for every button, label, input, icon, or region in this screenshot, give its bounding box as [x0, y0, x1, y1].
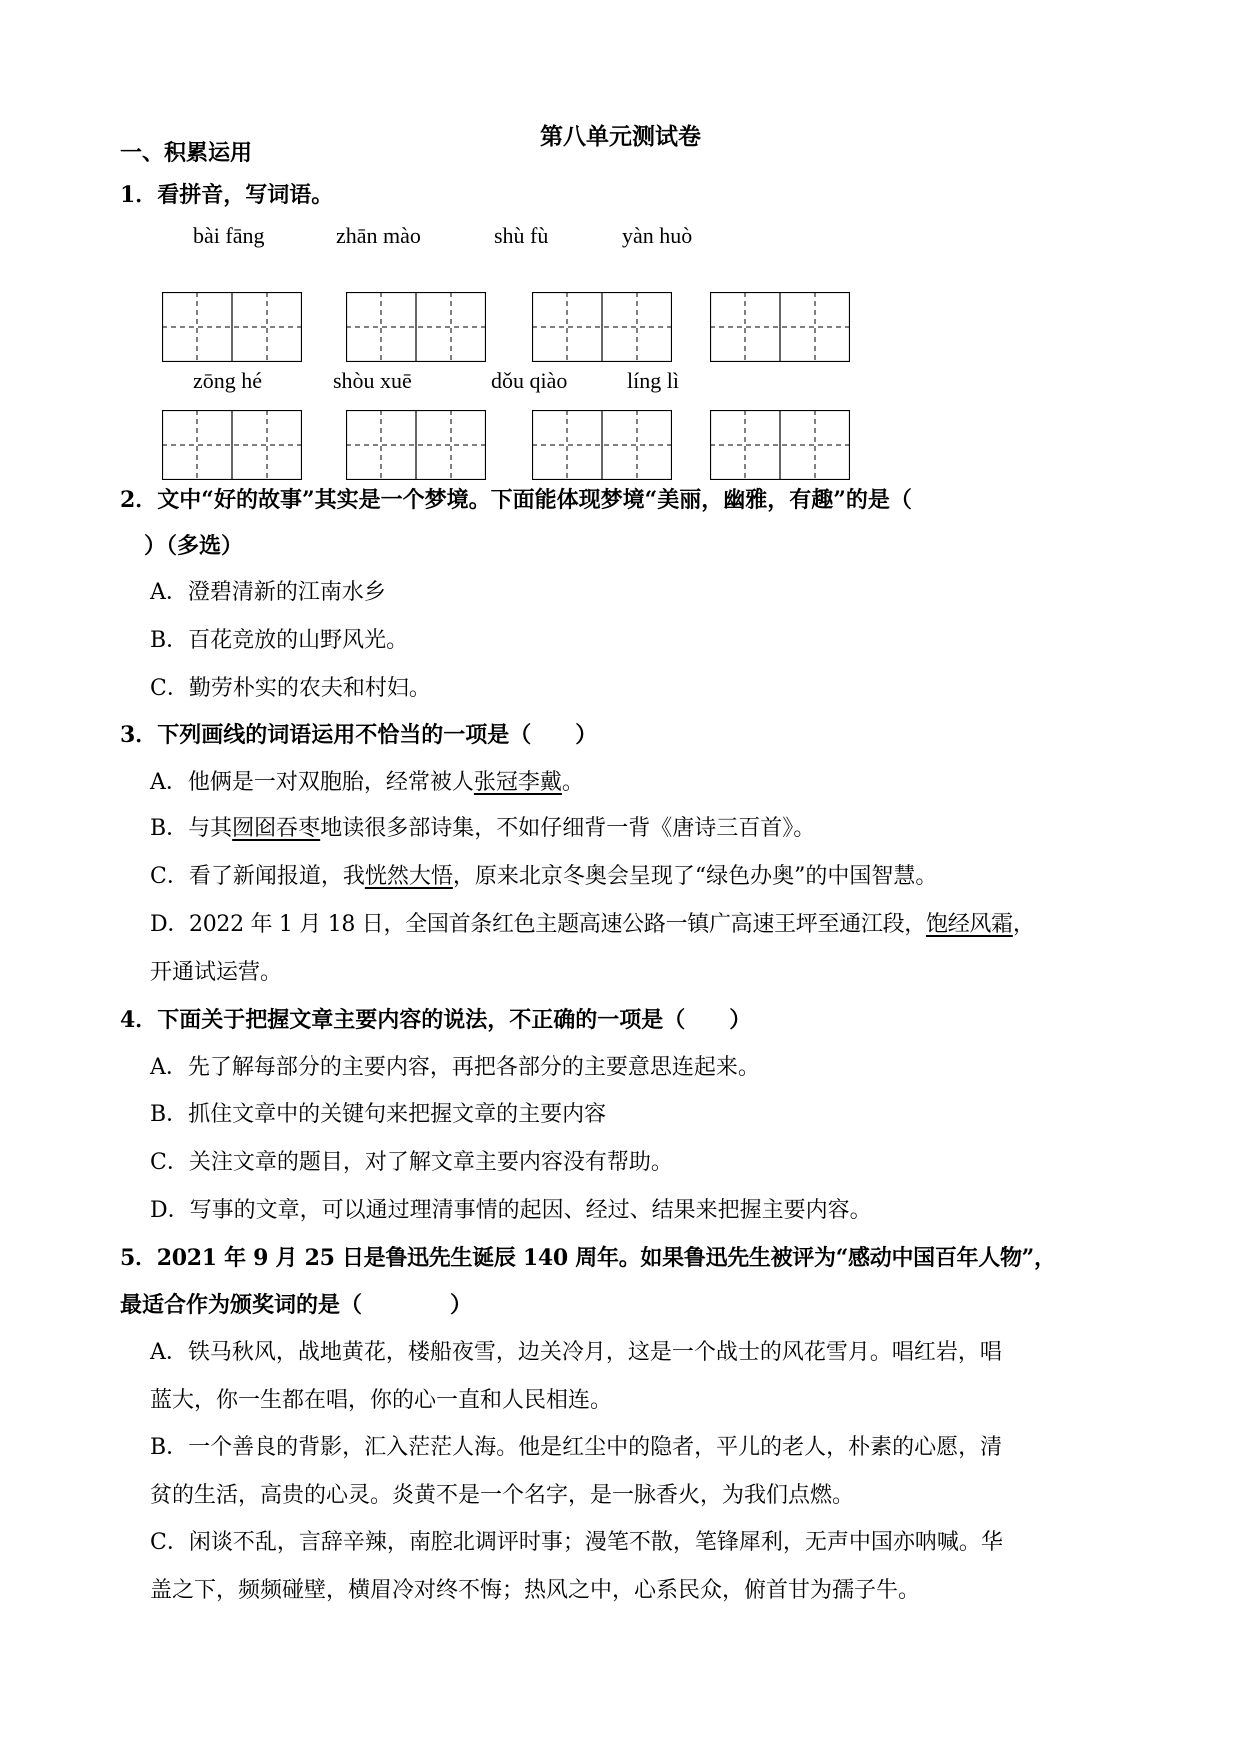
q5-option-b-cont: 贫的生活，高贵的心灵。炎黄不是一个名字，是一脉香火，为我们点燃。: [150, 1483, 855, 1508]
q3-option-b[interactable]: [150, 814, 1130, 844]
pinyin-label: shù fù: [494, 223, 549, 248]
pinyin-label: bài fāng: [193, 223, 265, 248]
writing-grid-box[interactable]: [532, 292, 672, 362]
q5-option-a[interactable]: A．铁马秋风，战地黄花，楼船夜雪，边关冷月，这是一个战士的风花雪月。唱红岩，唱: [150, 1340, 1002, 1365]
writing-grid-box[interactable]: [346, 410, 486, 480]
pinyin-label: zōng hé: [193, 368, 263, 393]
q3-option-c[interactable]: [150, 862, 1130, 892]
q5-option-c-cont: 盖之下，频频碰壁，横眉冷对终不悔；热风之中，心系民众，俯首甘为孺子牛。: [150, 1578, 921, 1603]
option-text: 地读很多部诗集，不如仔细背一背《唐诗三百首》。: [320, 816, 816, 841]
page-title: 第八单元测试卷: [540, 123, 701, 150]
option-text: B．与其: [150, 816, 233, 841]
q4-option-b[interactable]: B．抓住文章中的关键句来把握文章的主要内容: [150, 1102, 607, 1127]
q5-option-c[interactable]: C．闲谈不乱，言辞辛辣，南腔北调评时事；漫笔不散，笔锋犀利，无声中国亦呐喊。华: [150, 1530, 1003, 1555]
q3-option-d[interactable]: [150, 910, 1130, 940]
q4-stem: 4．下面关于把握文章主要内容的说法，不正确的一项是（ ）: [120, 1007, 752, 1033]
q4-option-d[interactable]: D．写事的文章，可以通过理清事情的起因、经过、结果来把握主要内容。: [150, 1198, 872, 1223]
pinyin-label: líng lì: [627, 368, 679, 393]
writing-grid-box[interactable]: [710, 292, 850, 362]
option-text: A．他俩是一对双胞胎，经常被人: [150, 770, 474, 795]
writing-grid-box[interactable]: [162, 292, 302, 362]
q5-option-b[interactable]: B．一个善良的背影，汇入茫茫人海。他是红尘中的隐者，平儿的老人，朴素的心愿，清: [150, 1435, 1003, 1460]
q2-option-a[interactable]: A．澄碧清新的江南水乡: [150, 580, 386, 605]
pinyin-label: dǒu qiào: [491, 368, 568, 393]
underlined-phrase: 饱经风霜: [926, 912, 1013, 937]
q1-stem: 1．看拼音，写词语。: [120, 182, 334, 208]
q2-option-c[interactable]: C．勤劳朴实的农夫和村妇。: [150, 676, 431, 701]
q2-option-b[interactable]: B．百花竞放的山野风光。: [150, 628, 409, 653]
writing-grid-box[interactable]: [710, 410, 850, 480]
option-text: 。: [561, 770, 584, 795]
q5-option-a-cont: 蓝大，你一生都在唱，你的心一直和人民相连。: [150, 1388, 613, 1413]
q5-stem: 5．2021 年 9 月 25 日是鲁迅先生诞辰 140 周年。如果鲁迅先生被评为“感动中国百年人物”，: [120, 1245, 1056, 1271]
pinyin-label: yàn huò: [622, 223, 693, 248]
q4-option-c[interactable]: C．关注文章的题目，对了解文章主要内容没有帮助。: [150, 1150, 673, 1175]
option-text: C．看了新闻报道，我: [150, 864, 365, 889]
q3-option-a[interactable]: [150, 768, 1130, 798]
pinyin-label: shòu xuē: [333, 368, 412, 393]
option-text: D．2022 年 1 月 18 日，全国首条红色主题高速公路一镇广高速王坪至通江段，: [150, 912, 926, 937]
underlined-phrase: 恍然大悟: [364, 864, 453, 889]
writing-grid-box[interactable]: [346, 292, 486, 362]
writing-grid-box[interactable]: [532, 410, 672, 480]
option-text: ，: [1012, 912, 1035, 937]
q2-stem-cont: ）（多选）: [144, 533, 244, 559]
q3-option-d-cont: 开通试运营。: [150, 960, 283, 985]
writing-grid-box[interactable]: [162, 410, 302, 480]
q5-stem-cont: 最适合作为颁奖词的是（ ）: [120, 1292, 473, 1318]
section-heading: 一、积累运用: [120, 140, 253, 166]
q3-stem: 3．下列画线的词语运用不恰当的一项是（ ）: [120, 722, 598, 748]
q2-stem: 2．文中“好的故事”其实是一个梦境。下面能体现梦境“美丽，幽雅，有趣”的是（: [120, 487, 912, 513]
option-text: ，原来北京冬奥会呈现了“绿色办奥”的中国智慧。: [452, 864, 938, 889]
underlined-phrase: 张冠李戴: [473, 770, 562, 795]
pinyin-label: zhān mào: [336, 223, 421, 248]
q4-option-a[interactable]: A．先了解每部分的主要内容，再把各部分的主要意思连起来。: [150, 1055, 760, 1080]
underlined-phrase: 囫囵吞枣: [232, 816, 321, 841]
